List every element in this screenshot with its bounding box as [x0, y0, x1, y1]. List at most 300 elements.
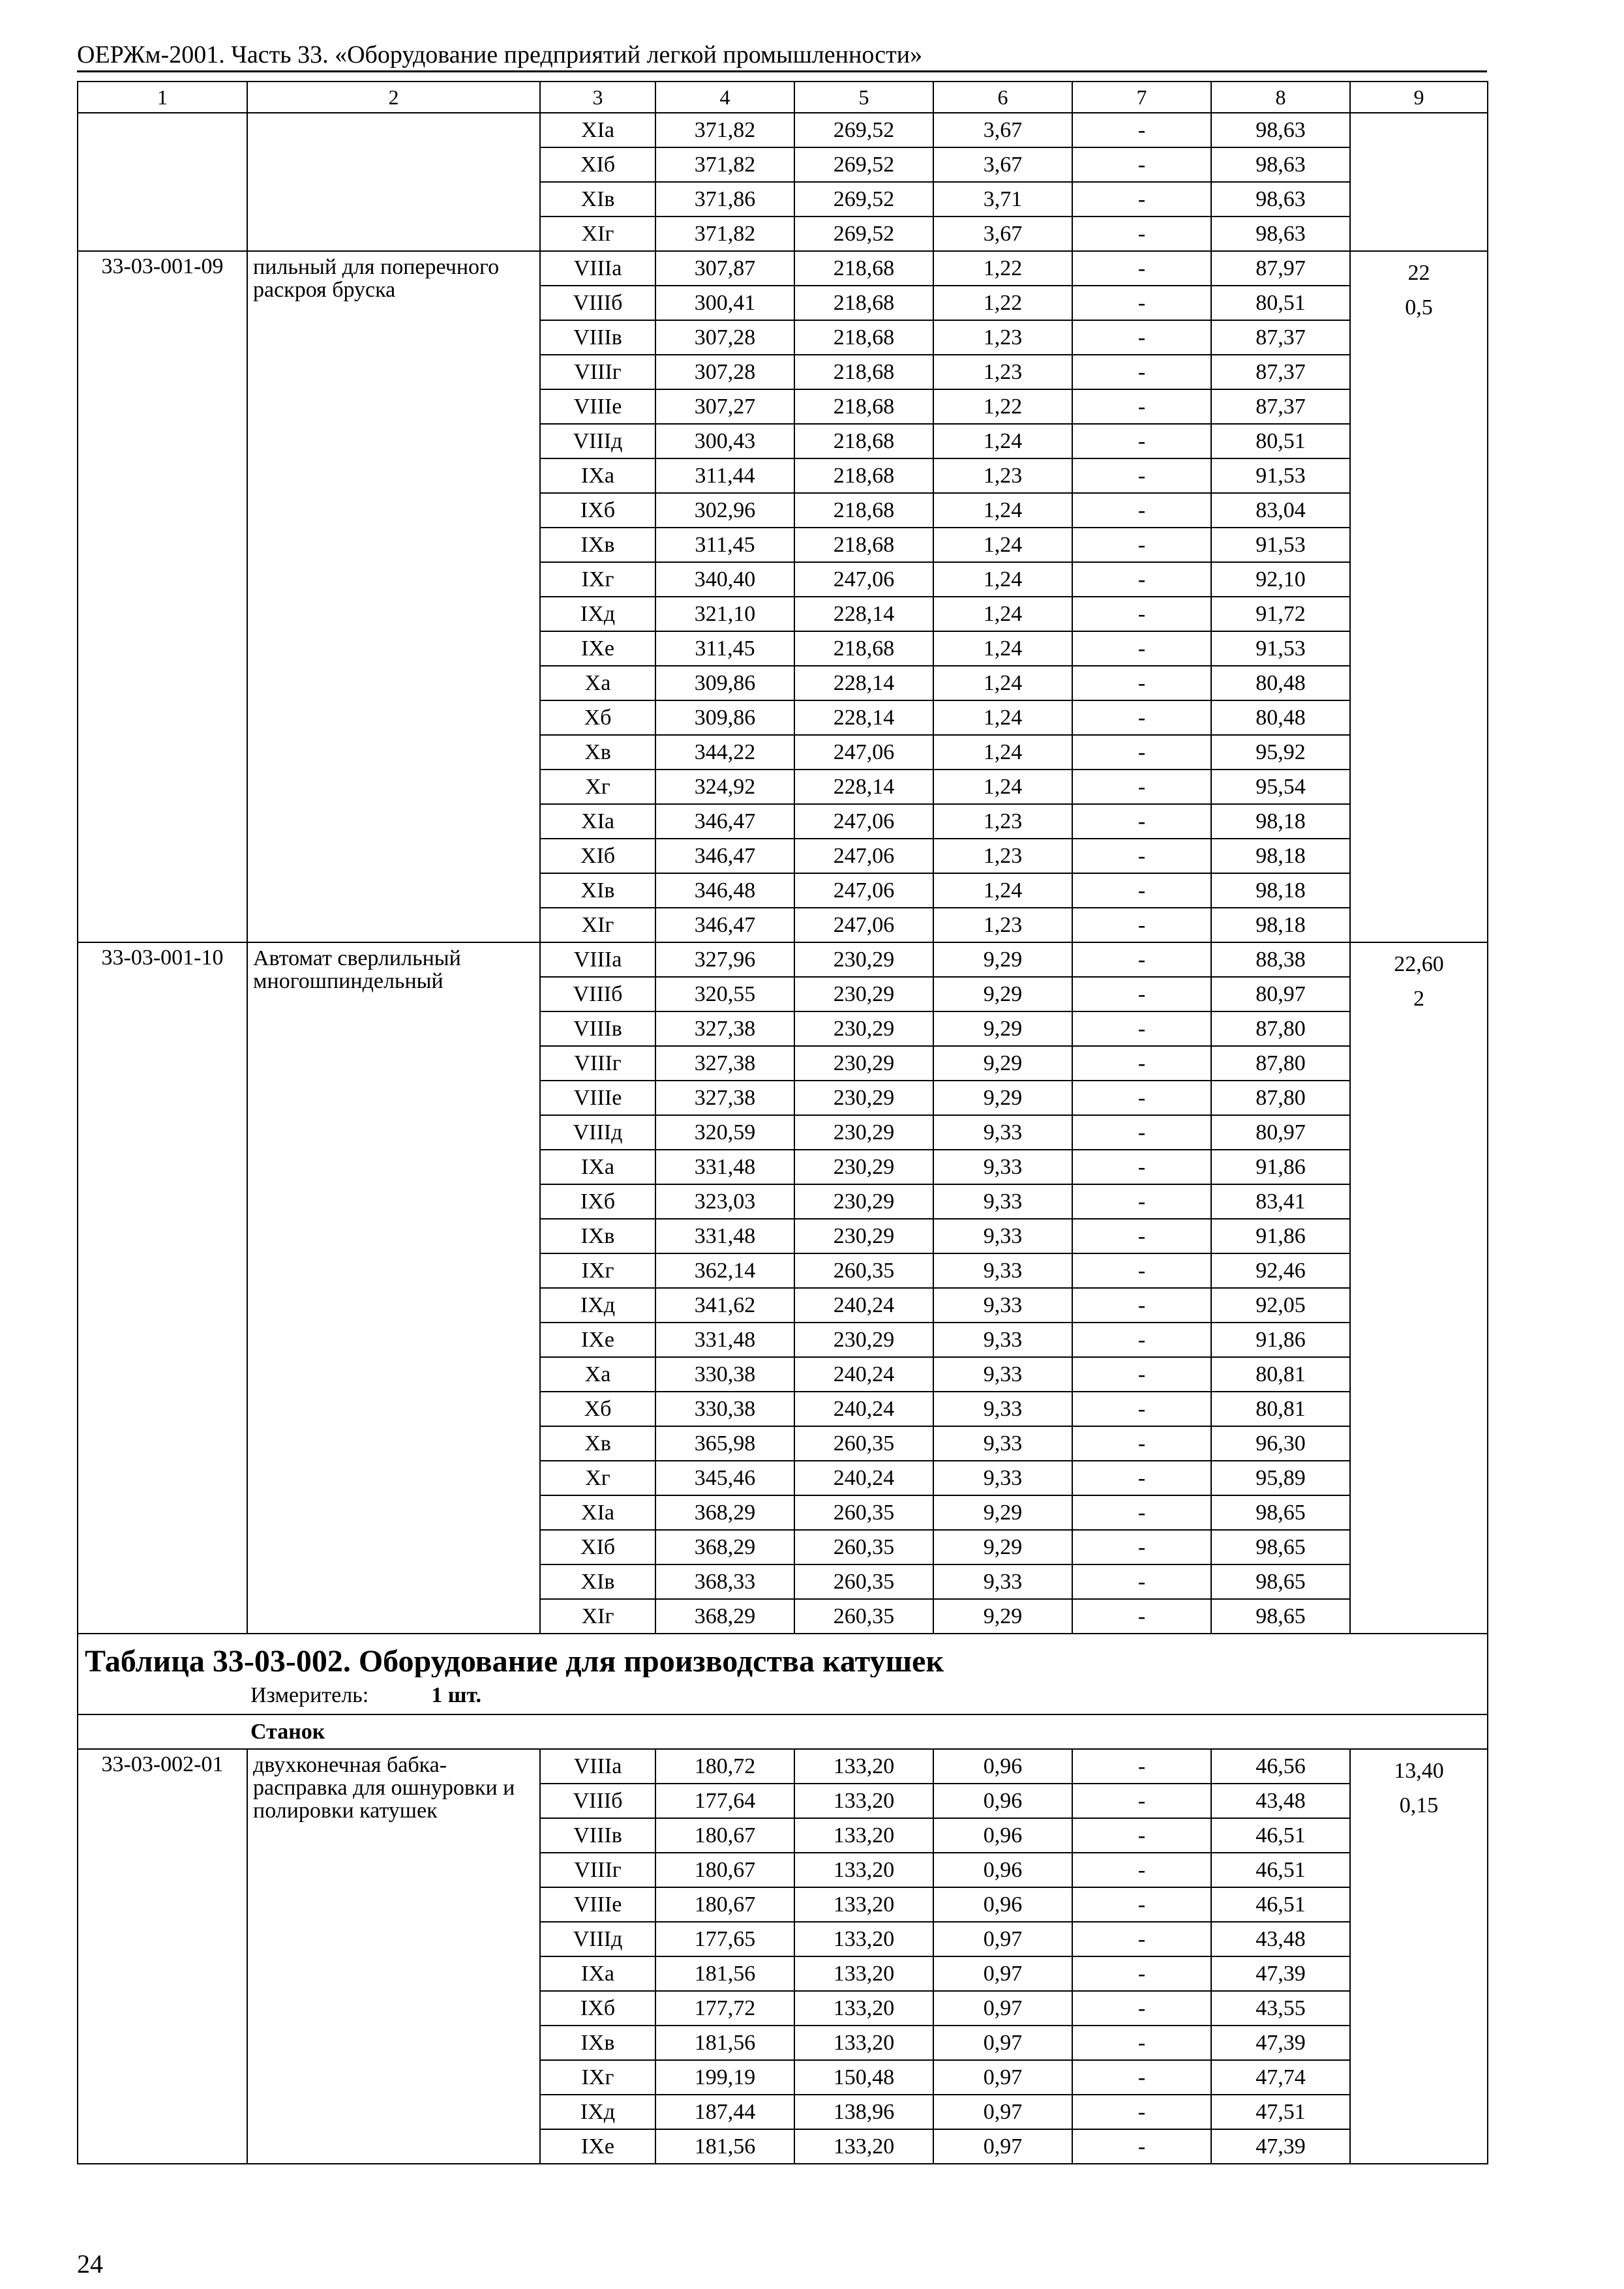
total-cost-cell: 368,33 [655, 1564, 794, 1599]
wages-cell: 230,29 [794, 1184, 933, 1219]
wages-cell: 228,14 [794, 666, 933, 700]
total-cost-cell: 346,48 [655, 873, 794, 908]
rates-table-body [78, 82, 1488, 2164]
materials-cell: 43,55 [1211, 1991, 1350, 2026]
zone-cell: VIIIд [540, 1922, 655, 1956]
machinist-wages-cell: - [1072, 1081, 1211, 1115]
wages-cell: 269,52 [794, 182, 933, 217]
zone-cell: XIг [540, 908, 655, 942]
wages-cell: 133,20 [794, 1818, 933, 1853]
resource-value: 13,40 [1394, 1759, 1444, 1783]
zone-cell: IXб [540, 493, 655, 528]
machines-cell: 9,33 [933, 1357, 1072, 1392]
total-cost-cell: 331,48 [655, 1150, 794, 1184]
zone-cell: IXб [540, 1991, 655, 2026]
total-cost-cell: 346,47 [655, 908, 794, 942]
machines-cell: 1,24 [933, 770, 1072, 804]
total-cost-cell: 320,55 [655, 977, 794, 1011]
machines-cell: 0,96 [933, 1749, 1072, 1784]
total-cost-cell: 368,29 [655, 1599, 794, 1634]
zone-cell: VIIIб [540, 286, 655, 320]
total-cost-cell: 181,56 [655, 2026, 794, 2060]
materials-cell: 98,65 [1211, 1495, 1350, 1530]
wages-cell: 133,20 [794, 1922, 933, 1956]
zone-cell: VIIIб [540, 977, 655, 1011]
materials-cell: 91,86 [1211, 1219, 1350, 1253]
machines-cell: 1,24 [933, 735, 1072, 770]
zone-cell: XIа [540, 1495, 655, 1530]
zone-cell: Xг [540, 1461, 655, 1495]
wages-cell: 133,20 [794, 1991, 933, 2026]
machinist-wages-cell: - [1072, 493, 1211, 528]
machines-cell: 1,22 [933, 286, 1072, 320]
machinist-wages-cell: - [1072, 355, 1211, 389]
resource-cell [1350, 251, 1488, 942]
resource-cell [1350, 1749, 1488, 2164]
machines-cell: 9,29 [933, 1046, 1072, 1081]
materials-cell: 98,65 [1211, 1530, 1350, 1564]
machines-cell: 1,24 [933, 597, 1072, 631]
total-cost-cell: 300,43 [655, 424, 794, 458]
column-number: 2 [247, 82, 540, 113]
zone-cell: VIIIа [540, 1749, 655, 1784]
materials-cell: 91,86 [1211, 1323, 1350, 1357]
zone-cell: IXа [540, 1956, 655, 1991]
machines-cell: 0,97 [933, 1922, 1072, 1956]
total-cost-cell: 311,45 [655, 528, 794, 562]
measure-label: Измеритель: [250, 1683, 369, 1707]
total-cost-cell: 327,38 [655, 1046, 794, 1081]
zone-cell: IXд [540, 1288, 655, 1323]
zone-cell: IXд [540, 2095, 655, 2129]
total-cost-cell: 307,87 [655, 251, 794, 286]
name-cell: Автомат сверлильный многошпиндельный [247, 942, 540, 1634]
machines-cell: 9,33 [933, 1288, 1072, 1323]
column-number: 9 [1350, 82, 1488, 113]
machinist-wages-cell: - [1072, 2129, 1211, 2164]
total-cost-cell: 177,64 [655, 1784, 794, 1818]
total-cost-cell: 346,47 [655, 839, 794, 873]
page-header-title: ОЕРЖм-2001. Часть 33. «Оборудование предприятий легкой промышленности» [77, 41, 923, 68]
zone-cell: IXг [540, 1253, 655, 1288]
machinist-wages-cell: - [1072, 735, 1211, 770]
wages-cell: 247,06 [794, 908, 933, 942]
machinist-wages-cell: - [1072, 1853, 1211, 1887]
materials-cell: 92,10 [1211, 562, 1350, 597]
materials-cell: 80,97 [1211, 1115, 1350, 1150]
materials-cell: 47,51 [1211, 2095, 1350, 2129]
wages-cell: 247,06 [794, 839, 933, 873]
resource-value: 0,15 [1399, 1793, 1439, 1818]
machinist-wages-cell: - [1072, 458, 1211, 493]
machinist-wages-cell: - [1072, 1599, 1211, 1634]
wages-cell: 240,24 [794, 1288, 933, 1323]
machinist-wages-cell: - [1072, 389, 1211, 424]
materials-cell: 91,72 [1211, 597, 1350, 631]
materials-cell: 87,37 [1211, 389, 1350, 424]
materials-cell: 46,51 [1211, 1818, 1350, 1853]
machinist-wages-cell: - [1072, 2095, 1211, 2129]
machinist-wages-cell: - [1072, 631, 1211, 666]
wages-cell: 230,29 [794, 1219, 933, 1253]
name-cell: пильный для поперечного раскроя бруска [247, 251, 540, 942]
zone-cell: IXе [540, 1323, 655, 1357]
wages-cell: 260,35 [794, 1253, 933, 1288]
total-cost-cell: 180,72 [655, 1749, 794, 1784]
materials-cell: 80,81 [1211, 1357, 1350, 1392]
zone-cell: VIIIе [540, 1887, 655, 1922]
machinist-wages-cell: - [1072, 1956, 1211, 1991]
machines-cell: 0,97 [933, 2095, 1072, 2129]
total-cost-cell: 327,38 [655, 1011, 794, 1046]
machines-cell: 9,33 [933, 1253, 1072, 1288]
machinist-wages-cell: - [1072, 908, 1211, 942]
machines-cell: 1,23 [933, 908, 1072, 942]
zone-cell: VIIIа [540, 942, 655, 977]
materials-cell: 83,41 [1211, 1184, 1350, 1219]
machinist-wages-cell: - [1072, 1991, 1211, 2026]
machinist-wages-cell: - [1072, 286, 1211, 320]
zone-cell: VIIIб [540, 1784, 655, 1818]
machinist-wages-cell: - [1072, 562, 1211, 597]
machinist-wages-cell: - [1072, 1495, 1211, 1530]
machines-cell: 1,22 [933, 389, 1072, 424]
materials-cell: 83,04 [1211, 493, 1350, 528]
machines-cell: 0,96 [933, 1887, 1072, 1922]
total-cost-cell: 177,72 [655, 1991, 794, 2026]
total-cost-cell: 300,41 [655, 286, 794, 320]
total-cost-cell: 187,44 [655, 2095, 794, 2129]
zone-cell: IXе [540, 2129, 655, 2164]
machinist-wages-cell: - [1072, 942, 1211, 977]
table-title: Таблица 33-03-002. Оборудование для производства катушек [85, 1644, 944, 1677]
machinist-wages-cell: - [1072, 1288, 1211, 1323]
materials-cell: 80,97 [1211, 977, 1350, 1011]
materials-cell: 47,39 [1211, 2026, 1350, 2060]
wages-cell: 230,29 [794, 1150, 933, 1184]
materials-cell: 98,18 [1211, 804, 1350, 839]
materials-cell: 95,92 [1211, 735, 1350, 770]
machinist-wages-cell: - [1072, 597, 1211, 631]
machinist-wages-cell: - [1072, 770, 1211, 804]
code-cell [78, 113, 247, 251]
wages-cell: 133,20 [794, 2026, 933, 2060]
materials-cell: 87,80 [1211, 1046, 1350, 1081]
materials-cell: 80,48 [1211, 666, 1350, 700]
materials-cell: 98,63 [1211, 182, 1350, 217]
wages-cell: 228,14 [794, 770, 933, 804]
zone-cell: IXд [540, 597, 655, 631]
wages-cell: 228,14 [794, 597, 933, 631]
materials-cell: 46,56 [1211, 1749, 1350, 1784]
machines-cell: 9,33 [933, 1392, 1072, 1426]
machines-cell: 0,97 [933, 1991, 1072, 2026]
machines-cell: 9,29 [933, 1011, 1072, 1046]
total-cost-cell: 340,40 [655, 562, 794, 597]
zone-cell: IXа [540, 1150, 655, 1184]
total-cost-cell: 199,19 [655, 2060, 794, 2095]
wages-cell: 228,14 [794, 700, 933, 735]
wages-cell: 218,68 [794, 424, 933, 458]
table-title-cell [78, 1634, 1488, 1677]
wages-cell: 230,29 [794, 977, 933, 1011]
wages-cell: 230,29 [794, 1323, 933, 1357]
zone-cell: VIIIг [540, 1853, 655, 1887]
zone-cell: Xа [540, 1357, 655, 1392]
machinist-wages-cell: - [1072, 1426, 1211, 1461]
column-number: 4 [655, 82, 794, 113]
total-cost-cell: 320,59 [655, 1115, 794, 1150]
total-cost-cell: 371,82 [655, 217, 794, 251]
machines-cell: 1,23 [933, 320, 1072, 355]
machines-cell: 9,29 [933, 1081, 1072, 1115]
total-cost-cell: 331,48 [655, 1323, 794, 1357]
machines-cell: 0,97 [933, 2026, 1072, 2060]
wages-cell: 138,96 [794, 2095, 933, 2129]
materials-cell: 87,80 [1211, 1011, 1350, 1046]
zone-cell: IXа [540, 458, 655, 493]
machinist-wages-cell: - [1072, 1922, 1211, 1956]
total-cost-cell: 307,28 [655, 355, 794, 389]
wages-cell: 218,68 [794, 320, 933, 355]
machinist-wages-cell: - [1072, 700, 1211, 735]
zone-cell: VIIIе [540, 1081, 655, 1115]
code-cell: 33-03-001-10 [78, 942, 247, 1634]
machines-cell: 1,24 [933, 873, 1072, 908]
total-cost-cell: 327,96 [655, 942, 794, 977]
total-cost-cell: 309,86 [655, 666, 794, 700]
materials-cell: 91,53 [1211, 458, 1350, 493]
code-cell: 33-03-002-01 [78, 1749, 247, 2164]
machinist-wages-cell: - [1072, 1887, 1211, 1922]
materials-cell: 92,05 [1211, 1288, 1350, 1323]
zone-cell: IXг [540, 562, 655, 597]
measure-cell [78, 1677, 1488, 1714]
zone-cell: Xа [540, 666, 655, 700]
wages-cell: 230,29 [794, 1011, 933, 1046]
zone-cell: XIа [540, 804, 655, 839]
machines-cell: 0,97 [933, 2060, 1072, 2095]
wages-cell: 240,24 [794, 1461, 933, 1495]
machines-cell: 9,29 [933, 1495, 1072, 1530]
zone-cell: VIIIв [540, 320, 655, 355]
resource-value: 22 [1407, 261, 1430, 285]
wages-cell: 260,35 [794, 1426, 933, 1461]
resource-cell [1350, 113, 1488, 251]
machinist-wages-cell: - [1072, 528, 1211, 562]
zone-cell: VIIIа [540, 251, 655, 286]
materials-cell: 80,48 [1211, 700, 1350, 735]
total-cost-cell: 180,67 [655, 1853, 794, 1887]
machinist-wages-cell: - [1072, 1357, 1211, 1392]
total-cost-cell: 330,38 [655, 1357, 794, 1392]
zone-cell: VIIIв [540, 1011, 655, 1046]
machines-cell: 1,23 [933, 458, 1072, 493]
wages-cell: 260,35 [794, 1495, 933, 1530]
page-number: 24 [77, 2249, 103, 2279]
name-cell: двухконечная бабка-расправка для ошнуровки и полировки катушек [247, 1749, 540, 2164]
total-cost-cell: 321,10 [655, 597, 794, 631]
total-cost-cell: 311,45 [655, 631, 794, 666]
zone-cell: XIг [540, 217, 655, 251]
machinist-wages-cell: - [1072, 804, 1211, 839]
materials-cell: 98,18 [1211, 839, 1350, 873]
zone-cell: IXе [540, 631, 655, 666]
wages-cell: 260,35 [794, 1599, 933, 1634]
zone-cell: VIIIв [540, 1818, 655, 1853]
machines-cell: 9,29 [933, 1530, 1072, 1564]
zone-cell: VIIIг [540, 355, 655, 389]
wages-cell: 133,20 [794, 2129, 933, 2164]
materials-cell: 91,53 [1211, 631, 1350, 666]
machinist-wages-cell: - [1072, 424, 1211, 458]
materials-cell: 87,80 [1211, 1081, 1350, 1115]
materials-cell: 98,63 [1211, 147, 1350, 182]
machinist-wages-cell: - [1072, 320, 1211, 355]
table-title-row [78, 1634, 1488, 1677]
materials-cell: 88,38 [1211, 942, 1350, 977]
machinist-wages-cell: - [1072, 1011, 1211, 1046]
wages-cell: 230,29 [794, 942, 933, 977]
total-cost-cell: 180,67 [655, 1887, 794, 1922]
machines-cell: 1,23 [933, 355, 1072, 389]
machinist-wages-cell: - [1072, 182, 1211, 217]
zone-cell: IXв [540, 528, 655, 562]
total-cost-cell: 345,46 [655, 1461, 794, 1495]
zone-cell: Xв [540, 735, 655, 770]
zone-cell: XIв [540, 182, 655, 217]
zone-cell: XIб [540, 1530, 655, 1564]
wages-cell: 247,06 [794, 735, 933, 770]
materials-cell: 47,39 [1211, 1956, 1350, 1991]
machinist-wages-cell: - [1072, 1323, 1211, 1357]
zone-cell: IXв [540, 1219, 655, 1253]
zone-cell: VIIIд [540, 1115, 655, 1150]
machinist-wages-cell: - [1072, 147, 1211, 182]
materials-cell: 87,97 [1211, 251, 1350, 286]
total-cost-cell: 181,56 [655, 1956, 794, 1991]
zone-cell: IXв [540, 2026, 655, 2060]
machines-cell: 9,33 [933, 1426, 1072, 1461]
machinist-wages-cell: - [1072, 1184, 1211, 1219]
total-cost-cell: 323,03 [655, 1184, 794, 1219]
machinist-wages-cell: - [1072, 1564, 1211, 1599]
wages-cell: 133,20 [794, 1749, 933, 1784]
machines-cell: 9,33 [933, 1115, 1072, 1150]
wages-cell: 218,68 [794, 493, 933, 528]
zone-cell: XIв [540, 1564, 655, 1599]
wages-cell: 269,52 [794, 113, 933, 147]
column-number: 6 [933, 82, 1072, 113]
column-number: 1 [78, 82, 247, 113]
total-cost-cell: 330,38 [655, 1392, 794, 1426]
total-cost-cell: 371,86 [655, 182, 794, 217]
machinist-wages-cell: - [1072, 1046, 1211, 1081]
machines-cell: 3,71 [933, 182, 1072, 217]
machines-cell: 1,24 [933, 700, 1072, 735]
materials-cell: 80,81 [1211, 1392, 1350, 1426]
machinist-wages-cell: - [1072, 113, 1211, 147]
column-number: 3 [540, 82, 655, 113]
materials-cell: 87,37 [1211, 355, 1350, 389]
machines-cell: 3,67 [933, 113, 1072, 147]
total-cost-cell: 302,96 [655, 493, 794, 528]
machines-cell: 9,33 [933, 1184, 1072, 1219]
materials-cell: 92,46 [1211, 1253, 1350, 1288]
wages-cell: 218,68 [794, 251, 933, 286]
materials-cell: 91,53 [1211, 528, 1350, 562]
machines-cell: 9,33 [933, 1323, 1072, 1357]
machines-cell: 1,24 [933, 528, 1072, 562]
machinist-wages-cell: - [1072, 1392, 1211, 1426]
machinist-wages-cell: - [1072, 217, 1211, 251]
subheader-cell: Станок [78, 1714, 1488, 1749]
measure-value: 1 шт. [431, 1683, 482, 1707]
machines-cell: 0,96 [933, 1818, 1072, 1853]
machinist-wages-cell: - [1072, 1219, 1211, 1253]
materials-cell: 46,51 [1211, 1887, 1350, 1922]
materials-cell: 95,89 [1211, 1461, 1350, 1495]
machinist-wages-cell: - [1072, 1150, 1211, 1184]
rates-table [77, 81, 1488, 2164]
materials-cell: 87,37 [1211, 320, 1350, 355]
machines-cell: 0,97 [933, 2129, 1072, 2164]
wages-cell: 218,68 [794, 389, 933, 424]
machines-cell: 9,33 [933, 1564, 1072, 1599]
total-cost-cell: 371,82 [655, 113, 794, 147]
column-number: 5 [794, 82, 933, 113]
materials-cell: 43,48 [1211, 1784, 1350, 1818]
materials-cell: 95,54 [1211, 770, 1350, 804]
total-cost-cell: 365,98 [655, 1426, 794, 1461]
zone-cell: Xв [540, 1426, 655, 1461]
resource-value: 22,60 [1394, 952, 1444, 976]
machines-cell: 1,23 [933, 839, 1072, 873]
machines-cell: 9,33 [933, 1219, 1072, 1253]
wages-cell: 230,29 [794, 1115, 933, 1150]
zone-cell: VIIIг [540, 1046, 655, 1081]
wages-cell: 133,20 [794, 1784, 933, 1818]
column-number: 7 [1072, 82, 1211, 113]
machinist-wages-cell: - [1072, 2060, 1211, 2095]
machines-cell: 9,29 [933, 942, 1072, 977]
machinist-wages-cell: - [1072, 666, 1211, 700]
table-row [78, 942, 1488, 977]
total-cost-cell: 177,65 [655, 1922, 794, 1956]
machines-cell: 3,67 [933, 217, 1072, 251]
total-cost-cell: 307,27 [655, 389, 794, 424]
total-cost-cell: 327,38 [655, 1081, 794, 1115]
machines-cell: 9,29 [933, 977, 1072, 1011]
total-cost-cell: 331,48 [655, 1219, 794, 1253]
materials-cell: 96,30 [1211, 1426, 1350, 1461]
zone-cell: IXб [540, 1184, 655, 1219]
wages-cell: 218,68 [794, 286, 933, 320]
measure-row [78, 1677, 1488, 1714]
zone-cell: VIIIд [540, 424, 655, 458]
total-cost-cell: 368,29 [655, 1495, 794, 1530]
total-cost-cell: 324,92 [655, 770, 794, 804]
materials-cell: 98,18 [1211, 873, 1350, 908]
machines-cell: 9,29 [933, 1599, 1072, 1634]
zone-cell: XIг [540, 1599, 655, 1634]
materials-cell: 91,86 [1211, 1150, 1350, 1184]
subheader-row [78, 1714, 1488, 1749]
wages-cell: 247,06 [794, 562, 933, 597]
resource-value: 0,5 [1405, 295, 1433, 320]
name-cell [247, 113, 540, 251]
wages-cell: 133,20 [794, 1887, 933, 1922]
